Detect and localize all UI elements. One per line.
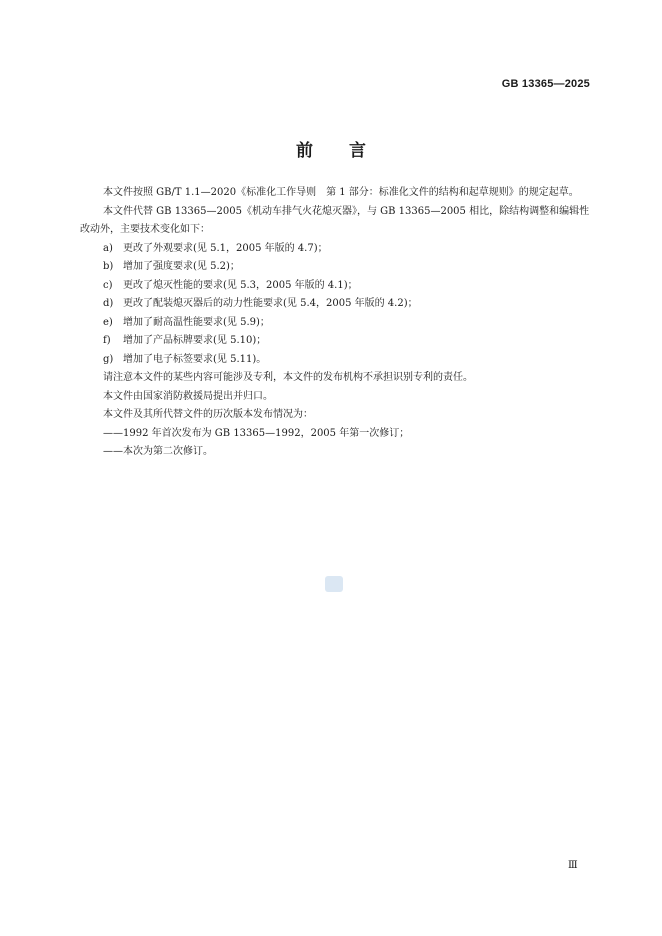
- list-item: [80, 277, 592, 296]
- paragraph-proposer: 本文件由国家消防救援局提出并归口。: [103, 390, 273, 402]
- list-item-text: 增加了强度要求(见 5.2)；: [123, 261, 240, 272]
- technical-changes-list: [80, 240, 592, 370]
- watermark-logo: [325, 576, 343, 592]
- list-item-text: 更改了熄灭性能的要求(见 5.3，2005 年版的 4.1)；: [123, 279, 358, 291]
- page-title: 前言: [296, 141, 402, 161]
- list-marker: e): [103, 316, 113, 328]
- list-marker: g): [103, 353, 114, 365]
- document-code: GB 13365—2025: [501, 78, 590, 90]
- list-item: [80, 258, 592, 277]
- history-item: ——本次为第二次修订。: [103, 446, 213, 457]
- list-item: [80, 295, 592, 314]
- list-item-text: 更改了外观要求(见 5.1，2005 年版的 4.7)；: [123, 242, 328, 254]
- document-body: [80, 184, 592, 462]
- page-number: Ⅲ: [568, 860, 578, 871]
- list-item: [80, 351, 592, 370]
- paragraph-history-intro: 本文件及其所代替文件的历次版本发布情况为：: [103, 409, 313, 420]
- list-item: [80, 240, 592, 259]
- list-item: [80, 332, 592, 351]
- history-item: ——1992 年首次发布为 GB 13365—1992，2005 年第一次修订；: [103, 427, 410, 439]
- list-item-text: 增加了耐高温性能要求(见 5.9)；: [123, 316, 270, 328]
- paragraph-drafting-rules: 本文件按照 GB/T 1.1—2020《标准化工作导则 第 1 部分：标准化文件的结构和起草规则》的规定起草。: [103, 187, 579, 198]
- list-item-text: 增加了产品标牌要求(见 5.10)；: [123, 335, 267, 346]
- list-marker: f): [103, 335, 111, 346]
- list-item: [80, 314, 592, 333]
- paragraph-patent-notice: 请注意本文件的某些内容可能涉及专利，本文件的发布机构不承担识别专利的责任。: [103, 372, 473, 383]
- list-item-text: 增加了电子标签要求(见 5.11)。: [123, 353, 267, 365]
- list-item-text: 更改了配装熄灭器后的动力性能要求(见 5.4，2005 年版的 4.2)；: [123, 298, 418, 309]
- list-marker: b): [103, 261, 114, 272]
- paragraph-replacement: 本文件代替 GB 13365—2005《机动车排气火花熄灭器》，与 GB 13365—2005 相比，除结构调整和编辑性改动外，主要技术变化如下：: [80, 205, 590, 235]
- list-marker: c): [103, 279, 113, 291]
- list-marker: a): [103, 242, 113, 254]
- list-marker: d): [103, 298, 114, 309]
